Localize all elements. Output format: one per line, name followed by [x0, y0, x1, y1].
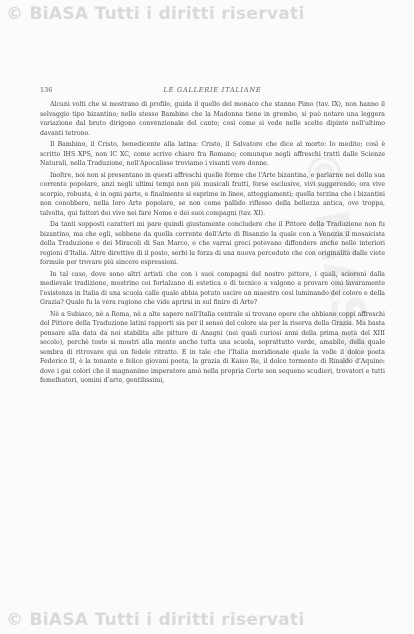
paragraph: In tal caso, dove sono altri artisti che con i suoi compagni del nostro pittore, i quali, scioroni dalla medievale tradizione, mostrino coi fortalzano di estetica e di tecnico a valgono a provare così lavaramente l'esistenza in Italia di una scuola calle quale abbia potuto uscire un maestro così luminando del colore e della Grazia? Quale fu la vera ragione che vide aprirsi in sul finire di Arte?: [40, 270, 385, 306]
paragraph: Alcuni volti che si mostrano di profilo, guida il quello del monaco che stanno Pimo (tav. IX), non hanno il selvaggio tipo bizantino; nello stesso Bambino che la Madonna tiene in grembo, si può notare una leggera variazione dal bruto dirigono convenzionale del canto; così come si vede nelle scelte dipinte nell'ultimo davanti tetrono.: [40, 101, 385, 137]
watermark-top: © BiASA Tutti i diritti riservati: [6, 4, 305, 24]
paragraph: Da tanti sopposti caratteri mi pare quindi giustamente concludere che il Pittore della Traduzione non fu bizantino, ma che egli, sebbene da quella corrente dell'Arte di Bisanzio la quale con a Venezia il mosaicista della Traduzione e dei Miracoli di San Marco, e che varrai greci potevano diffondere anche nelle interiori regioni d'Italia. Altre direttive di il posto, serbi la forza di una nuova perceduto che con originalità dalle viete formule per trovare più sincere espressioni.: [40, 221, 385, 266]
paragraph: Nè a Subiaco, nè a Roma, nè a alte sapere nell'Italia centrale si trovano opere che abbiano coppi affreschi del Pittore della Traduzione latini rapporti sia per il senso del colore sia per la riserva della Grazia. Ma basta pensare alla data da noi stabilita alle pitture di Anagni (nei quali curiosi anni della prima metà del XIII secolo), perchè tosto si mostri alla mente anche tutta una scuola, soprattutto verde, amabile, della quale sembra di ritrovare qui un fedele ritratto. E in tale che l'Italia meridionale quale la volle il dolce poeta Federico II, è la tonante e felice giovani poeta, la grazia di Kaiso Re, il dolce tormento di Rinaldo d'Aquino: dove i gai colori che il magnanimo imperatore amò nella propria Corte son sequeno scudieri, trovatori e tutti femelhatori, uomini d'arte, gentilissimi,: [40, 310, 385, 384]
watermark-bottom: © BiASA Tutti i diritti riservati: [6, 610, 305, 630]
page-header: [40, 86, 385, 98]
body-text: [40, 100, 385, 388]
side-watermark-right: © BiASA: [293, 145, 385, 369]
page-number: 136: [40, 86, 53, 94]
paragraph: Inoltre, noi non si presentano in questi affreschi quelle forme che l'Arte bizantina, e parlarne nei della sua corrente popolare, anzi negli ultimi tempi non più musicali frutti, forse esclusive, vivi suggerendo; ora vive scorpio, robusta, è in ogni parte, e finalmente si esprime in linee, atteggiamenti; quella terzina che i bizantini non conobbero, nella loro Arte popolare, se non come pallido riflesso della bellezza antica, ove troppa, talvolta, qui fattori dei vive nei fare Nome e dei suoi compagni (tav. XI).: [40, 171, 385, 217]
paragraph: Il Bambino, il Cristo, benedicente alla latina: Cristo, il Salvatore che dice al morto: Io medito; così è scritto IHS XPS, non IC XC, come scrive chiaro fra Romano; comunque negli affreschi tratti dalle Scienze Naturali, nella Traduzione, nell'Apocalisse troviamo i visanti vere donne.: [40, 141, 385, 167]
running-title: LE GALLERIE ITALIANE: [163, 86, 262, 94]
